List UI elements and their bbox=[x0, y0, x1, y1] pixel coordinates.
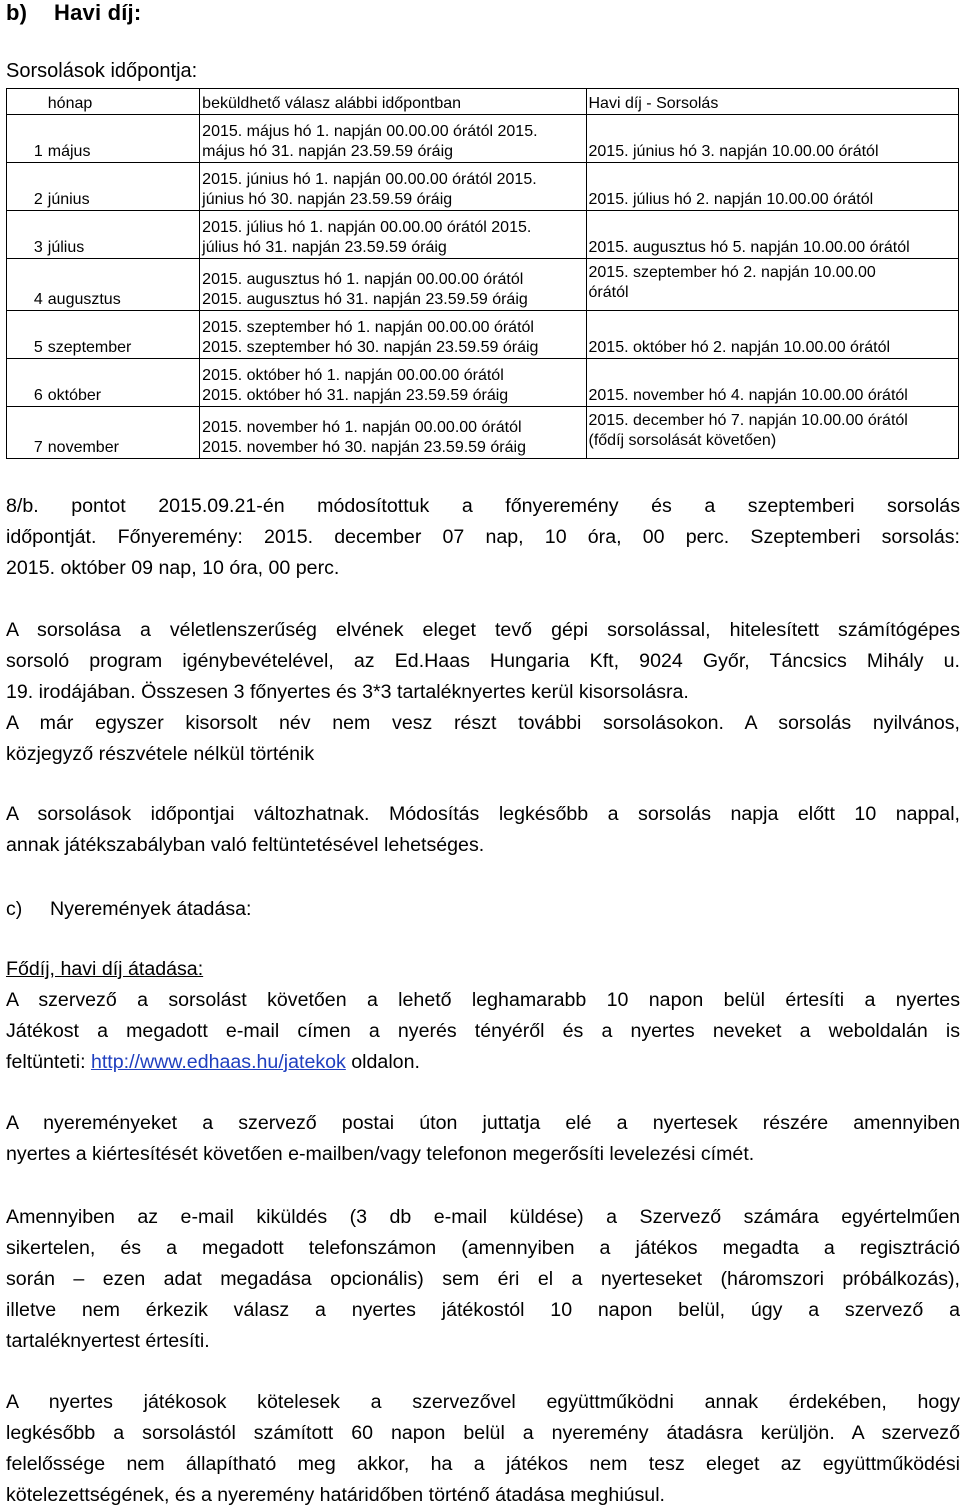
text-line: során – ezen adat megadása opcionális) sem éri el a nyerteseket (háromszori próbálkozás), bbox=[6, 1268, 960, 1290]
draw-method-paragraph bbox=[6, 615, 960, 770]
window-line: 2015. szeptember hó 1. napján 00.00.00 órától bbox=[202, 319, 534, 336]
row-submission-window bbox=[200, 359, 586, 407]
window-line: 2015. október hó 31. napján 23.59.59 óráig bbox=[202, 387, 509, 404]
window-line: 2015. augusztus hó 1. napján 00.00.00 órától bbox=[202, 271, 524, 288]
row-submission-window bbox=[200, 311, 586, 359]
window-line: 2015. november hó 30. napján 23.59.59 óráig bbox=[202, 439, 526, 456]
draw-line: 2015. december hó 7. napján 10.00.00 órától bbox=[588, 412, 908, 429]
text-line: sikertelen, és a megadott telefonszámon (amennyiben a játékos megadta a regisztráció bbox=[6, 1237, 960, 1259]
row-submission-window bbox=[200, 211, 586, 259]
header-draw: Havi díj - Sorsolás bbox=[586, 89, 959, 115]
row-month: július bbox=[46, 211, 200, 259]
header-month: hónap bbox=[46, 89, 200, 115]
row-month: november bbox=[46, 407, 200, 459]
row-month: október bbox=[46, 359, 200, 407]
text-line: időpontját. Főnyeremény: 2015. december 07 nap, 10 óra, 00 perc. Szeptemberi sorsolás: bbox=[6, 526, 960, 548]
window-line: 2015. május hó 1. napján 00.00.00 órától 2015. bbox=[202, 123, 538, 140]
window-line: május hó 31. napján 23.59.59 óráig bbox=[202, 143, 454, 160]
window-line: 2015. június hó 1. napján 00.00.00 órától 2015. bbox=[202, 171, 537, 188]
window-line: június hó 30. napján 23.59.59 óráig bbox=[202, 191, 453, 208]
draw-line: 2015. november hó 4. napján 10.00.00 órától bbox=[588, 387, 908, 404]
window-line: 2015. július hó 1. napján 00.00.00 órától 2015. bbox=[202, 219, 532, 236]
section-b-heading bbox=[6, 0, 141, 26]
row-month: augusztus bbox=[46, 259, 200, 311]
table-row bbox=[7, 311, 959, 359]
draw-line: 2015. szeptember hó 2. napján 10.00.00 bbox=[588, 264, 876, 281]
table-row bbox=[7, 163, 959, 211]
unreachable-winner-paragraph bbox=[6, 1202, 960, 1357]
text-line: nyertes a kiértesítését követően e-mailben/vagy telefonon megerősíti levelezési címét. bbox=[6, 1143, 755, 1165]
text-line: 19. irodájában. Összesen 3 főnyertes és 3*3 tartaléknyertes kerül kisorsolásra. bbox=[6, 681, 689, 703]
row-draw-date bbox=[586, 359, 959, 407]
row-submission-window bbox=[200, 115, 586, 163]
row-index: 2 bbox=[7, 163, 46, 211]
row-index: 4 bbox=[7, 259, 46, 311]
games-link[interactable]: http://www.edhaas.hu/jatekok bbox=[90, 1051, 346, 1073]
modification-paragraph bbox=[6, 491, 960, 584]
window-line: 2015. november hó 1. napján 00.00.00 órától bbox=[202, 419, 522, 436]
table-row bbox=[7, 259, 959, 311]
section-c-heading bbox=[6, 898, 252, 921]
row-draw-date bbox=[586, 115, 959, 163]
text-line: A sorsolása a véletlenszerűség elvének eleget tevő gépi sorsolással, hitelesített számítógépes bbox=[6, 619, 960, 641]
window-line: július hó 31. napján 23.59.59 óráig bbox=[202, 239, 447, 256]
text-line: A már egyszer kisorsolt név nem vesz részt további sorsolásokon. A sorsolás nyilvános, bbox=[6, 712, 960, 734]
text-line: sorsoló program igénybevételével, az Ed.Haas Hungaria Kft, 9024 Győr, Táncsics Mihály u. bbox=[6, 650, 960, 672]
text-line: illetve nem érkezik válasz a nyertes játékostól 10 napon belül, úgy a szervező a bbox=[6, 1299, 960, 1321]
window-line: 2015. október hó 1. napján 00.00.00 órától bbox=[202, 367, 504, 384]
row-draw-date bbox=[586, 211, 959, 259]
table-row bbox=[7, 211, 959, 259]
notification-paragraph bbox=[6, 985, 960, 1078]
prize-handover-subheading bbox=[6, 954, 960, 985]
row-draw-date bbox=[586, 311, 959, 359]
subheading-text: Fődíj, havi díj átadása: bbox=[6, 958, 204, 980]
text-fragment: feltünteti: bbox=[6, 1051, 91, 1073]
text-line: kötelezettségének, és a nyeremény határidőben történő átadása meghiúsul. bbox=[6, 1484, 665, 1506]
postal-delivery-paragraph bbox=[6, 1108, 960, 1170]
row-index: 6 bbox=[7, 359, 46, 407]
row-month: június bbox=[46, 163, 200, 211]
text-line bbox=[6, 1047, 960, 1078]
draw-line: órától bbox=[588, 284, 629, 301]
table-row bbox=[7, 359, 959, 407]
text-line: Játékost a megadott e-mail címen a nyerés tényéről és a nyertes neveket a weboldalán is bbox=[6, 1020, 960, 1042]
section-c-number: c) bbox=[6, 898, 23, 920]
row-draw-date bbox=[586, 163, 959, 211]
row-index: 5 bbox=[7, 311, 46, 359]
draw-line: 2015. október hó 2. napján 10.00.00 órától bbox=[588, 339, 891, 356]
draw-line: 2015. június hó 3. napján 10.00.00 órától bbox=[588, 143, 879, 160]
table-row bbox=[7, 115, 959, 163]
row-index: 7 bbox=[7, 407, 46, 459]
window-line: 2015. szeptember hó 30. napján 23.59.59 óráig bbox=[202, 339, 539, 356]
text-line: 2015. október 09 nap, 10 óra, 00 perc. bbox=[6, 557, 340, 579]
row-submission-window bbox=[200, 163, 586, 211]
text-fragment: oldalon. bbox=[345, 1051, 420, 1073]
header-window: beküldhető válasz alábbi időpontban bbox=[200, 89, 586, 115]
row-submission-window bbox=[200, 407, 586, 459]
row-submission-window bbox=[200, 259, 586, 311]
section-b-number: b) bbox=[6, 0, 28, 25]
text-line: tartaléknyertest értesíti. bbox=[6, 1330, 210, 1352]
row-month: május bbox=[46, 115, 200, 163]
text-line: 8/b. pontot 2015.09.21-én módosítottuk a főnyeremény és a szeptemberi sorsolás bbox=[6, 495, 960, 517]
table-header-row bbox=[7, 89, 959, 115]
text-line: Amennyiben az e-mail kiküldés (3 db e-mail küldése) a Szervező számára egyértelműen bbox=[6, 1206, 960, 1228]
text-line: A nyertes játékosok kötelesek a szervezővel együttműködni annak érdekében, hogy bbox=[6, 1391, 960, 1413]
row-index: 1 bbox=[7, 115, 46, 163]
text-line: felelőssége nem állapítható meg akkor, ha a játékos nem tesz eleget az együttműködési bbox=[6, 1453, 960, 1475]
row-month: szeptember bbox=[46, 311, 200, 359]
text-line: A szervező a sorsolást követően a lehető leghamarabb 10 napon belül értesíti a nyertes bbox=[6, 989, 960, 1011]
row-index: 3 bbox=[7, 211, 46, 259]
text-line: A sorsolások időpontjai változhatnak. Módosítás legkésőbb a sorsolás napja előtt 10 nappal, bbox=[6, 803, 960, 825]
cooperation-paragraph bbox=[6, 1387, 960, 1511]
text-line: annak játékszabályban való feltüntetésével lehetséges. bbox=[6, 834, 485, 856]
draw-line: (fődíj sorsolását követően) bbox=[588, 432, 777, 449]
draw-line: 2015. augusztus hó 5. napján 10.00.00 órától bbox=[588, 239, 910, 256]
text-line: közjegyző részvétele nélkül történik bbox=[6, 743, 315, 765]
section-c-title: Nyeremények átadása: bbox=[50, 898, 252, 920]
draw-line: 2015. július hó 2. napján 10.00.00 órától bbox=[588, 191, 874, 208]
row-draw-date bbox=[586, 407, 959, 459]
row-draw-date bbox=[586, 259, 959, 311]
window-line: 2015. augusztus hó 31. napján 23.59.59 óráig bbox=[202, 291, 528, 308]
draw-schedule-table bbox=[6, 88, 959, 459]
schedule-change-paragraph bbox=[6, 799, 960, 861]
header-index-cell bbox=[7, 89, 46, 115]
schedule-title: Sorsolások időpontja: bbox=[6, 60, 198, 82]
text-line: legkésőbb a sorsolástól számított 60 napon belül a nyeremény átadásra kerüljön. A szervező bbox=[6, 1422, 960, 1444]
table-row bbox=[7, 407, 959, 459]
section-b-title: Havi díj: bbox=[54, 0, 142, 25]
text-line: A nyereményeket a szervező postai úton juttatja elé a nyertesek részére amennyiben bbox=[6, 1112, 960, 1134]
